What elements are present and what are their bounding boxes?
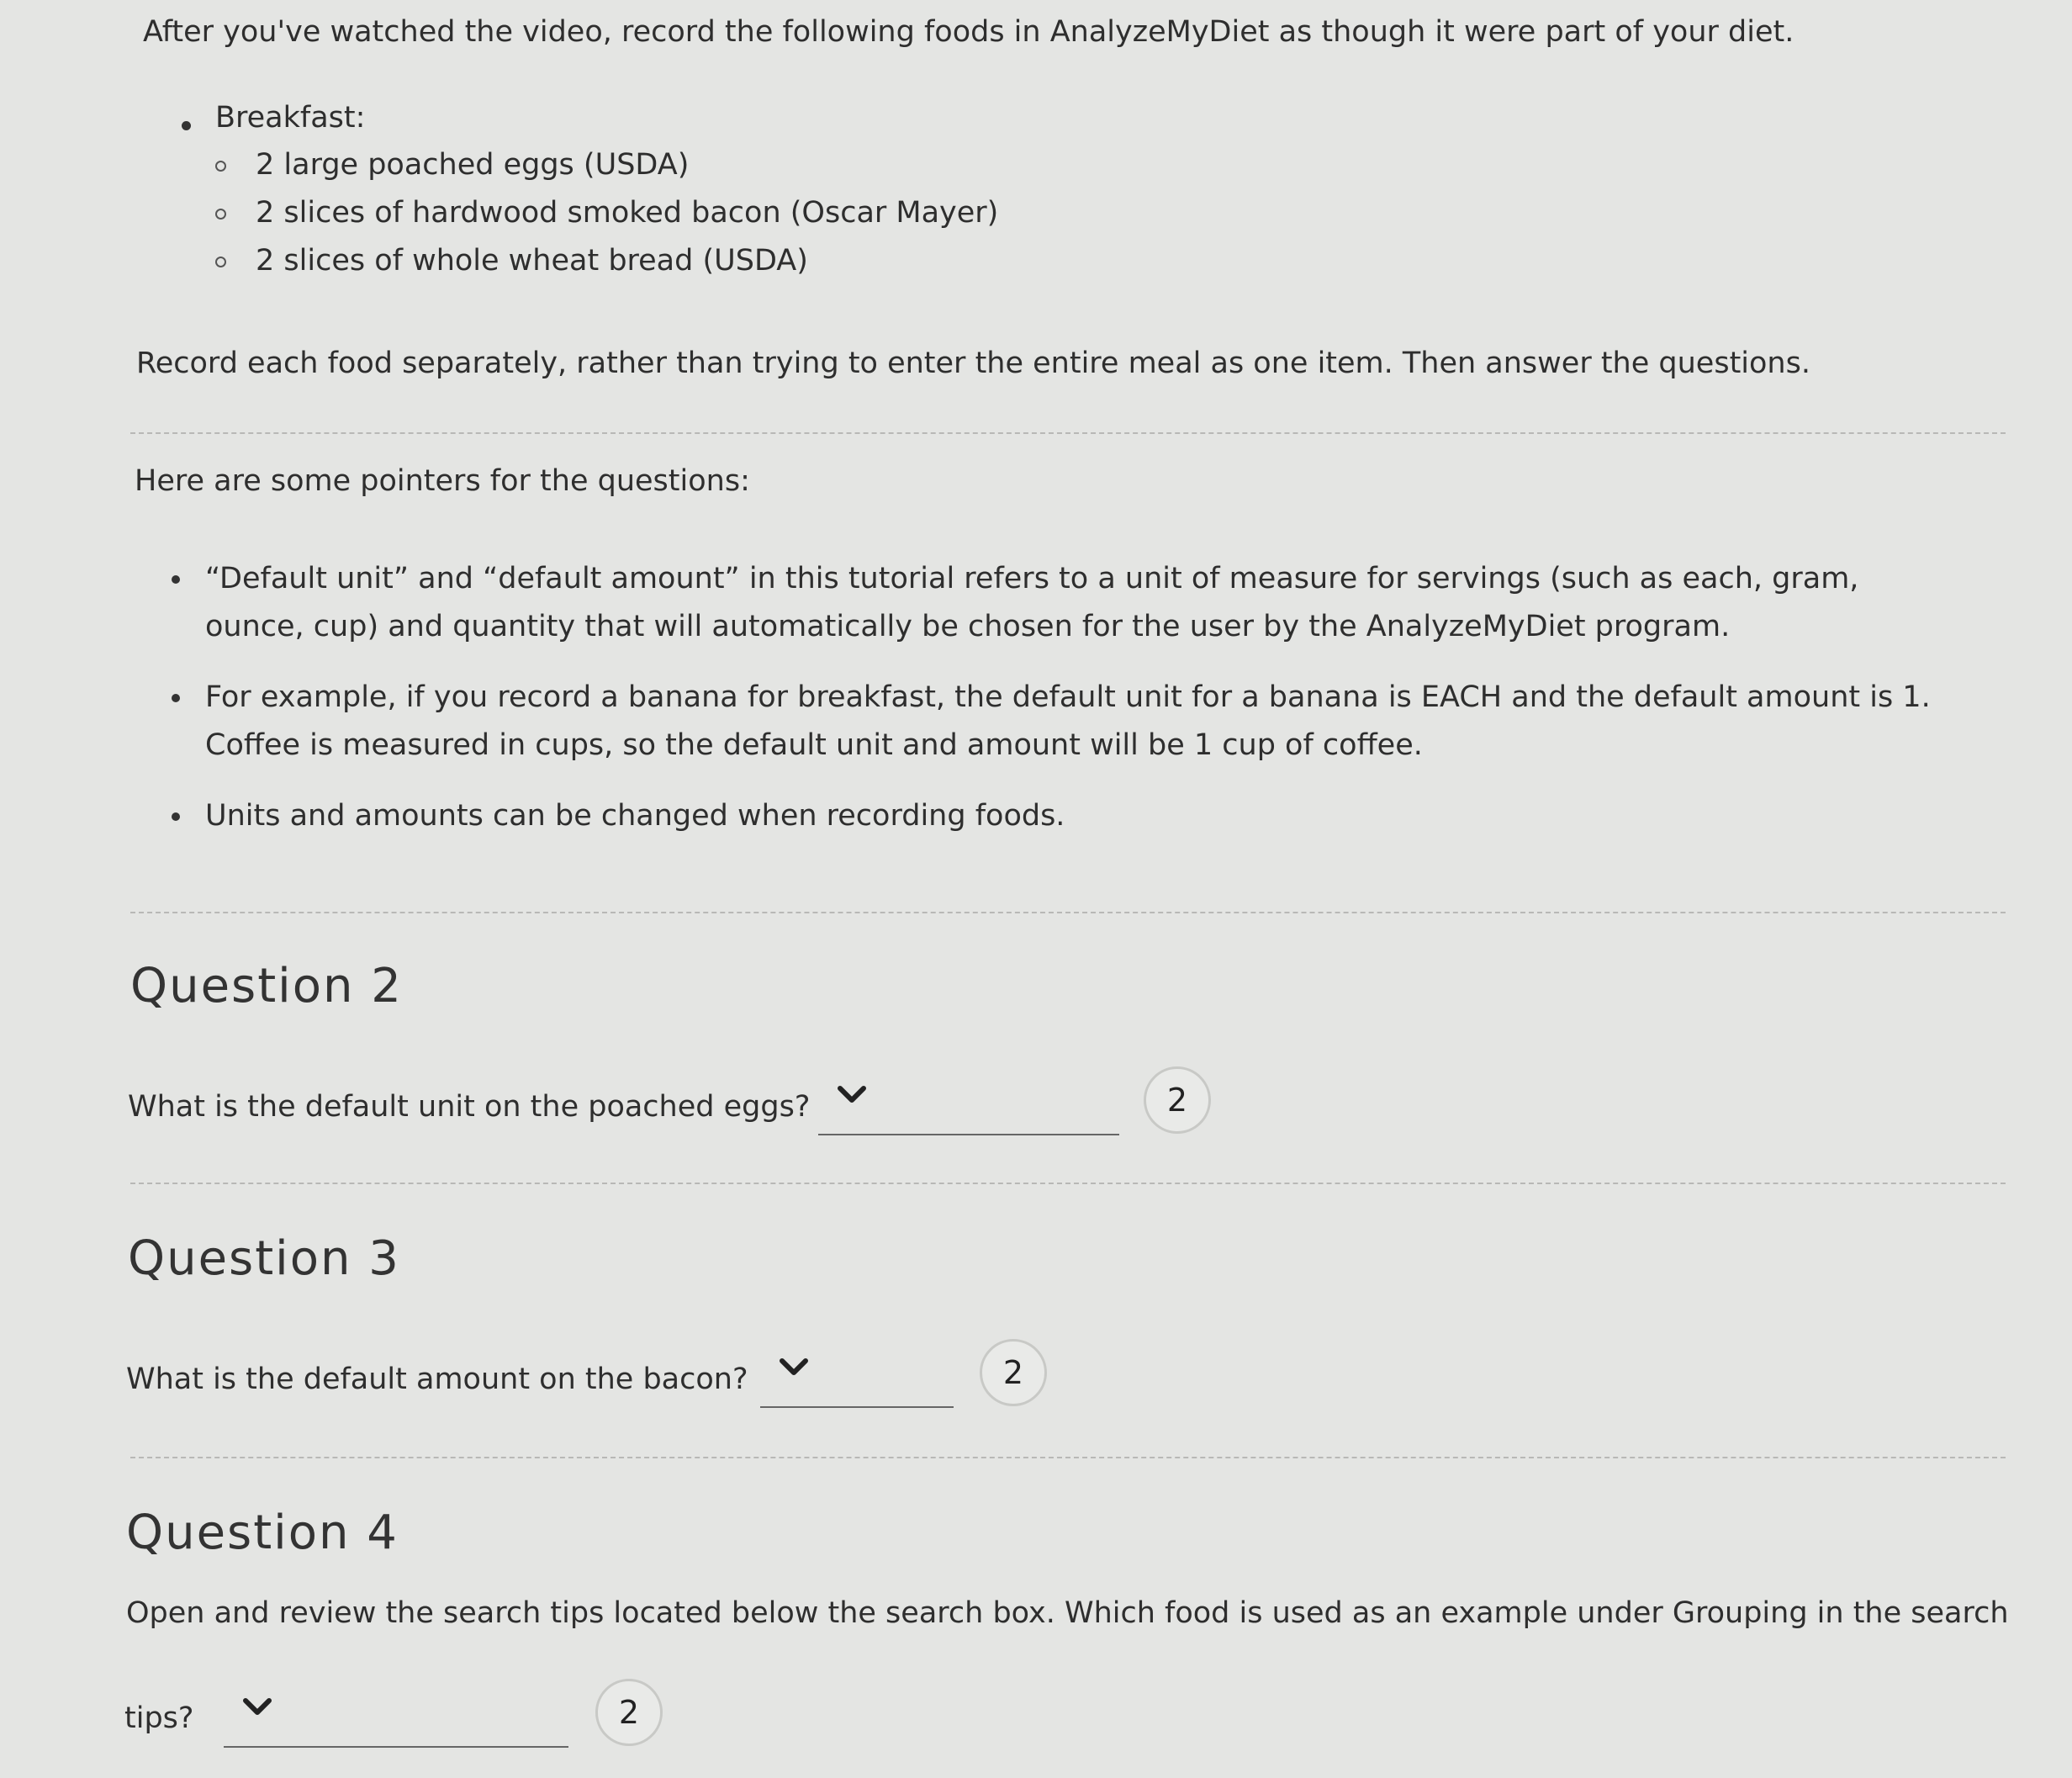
- food-list: [215, 141, 998, 285]
- question-2-answer-select[interactable]: [818, 1070, 1119, 1135]
- question-2-text: What is the default unit on the poached eggs?: [128, 1090, 811, 1124]
- pointer-item: “Default unit” and “default amount” in this tutorial refers to a unit of measure for servings (such as each, gram, ounce, cup) and quantity that will automatically be chosen for the user by the AnalyzeMyDiet program.: [168, 555, 1934, 651]
- food-item: 2 slices of hardwood smoked bacon (Oscar Mayer): [215, 189, 998, 237]
- meal-list: [177, 101, 998, 285]
- pointers-list: [168, 555, 1934, 863]
- question-4-text-continued: tips?: [124, 1701, 194, 1735]
- food-item: 2 large poached eggs (USDA): [215, 141, 998, 189]
- chevron-down-icon: [837, 1085, 867, 1105]
- divider: [130, 912, 2006, 913]
- question-4-points-badge: 2: [595, 1679, 663, 1746]
- question-2-points-badge: 2: [1144, 1066, 1211, 1134]
- record-note: Record each food separately, rather than trying to enter the entire meal as one item. Then answer the questions.: [136, 347, 1810, 380]
- question-4-answer-select[interactable]: [224, 1682, 568, 1748]
- question-3-answer-select[interactable]: [760, 1342, 954, 1408]
- question-3-points-badge: 2: [980, 1339, 1047, 1406]
- divider: [130, 1183, 2006, 1184]
- pointer-item: For example, if you record a banana for breakfast, the default unit for a banana is EACH and the default amount is 1. Coffee is measured in cups, so the default unit and amount will be 1 cup of coffee.: [168, 674, 1934, 770]
- question-3-text: What is the default amount on the bacon?: [126, 1363, 748, 1396]
- intro-text: After you've watched the video, record the following foods in AnalyzeMyDiet as though it were part of your diet.: [143, 15, 1794, 49]
- question-2-heading: Question 2: [130, 959, 403, 1013]
- meal-item-breakfast: [177, 101, 998, 285]
- food-item: 2 slices of whole wheat bread (USDA): [215, 237, 998, 285]
- question-3-heading: Question 3: [128, 1231, 400, 1286]
- question-4-text: Open and review the search tips located below the search box. Which food is used as an example under Grouping in the search: [126, 1596, 2009, 1630]
- chevron-down-icon: [779, 1357, 809, 1378]
- meal-label: Breakfast:: [215, 101, 366, 135]
- question-4-heading: Question 4: [126, 1505, 399, 1560]
- pointer-item: Units and amounts can be changed when recording foods.: [168, 792, 1934, 840]
- divider: [130, 1457, 2006, 1458]
- pointers-title: Here are some pointers for the questions:: [135, 464, 750, 498]
- chevron-down-icon: [242, 1697, 272, 1717]
- divider: [130, 432, 2006, 434]
